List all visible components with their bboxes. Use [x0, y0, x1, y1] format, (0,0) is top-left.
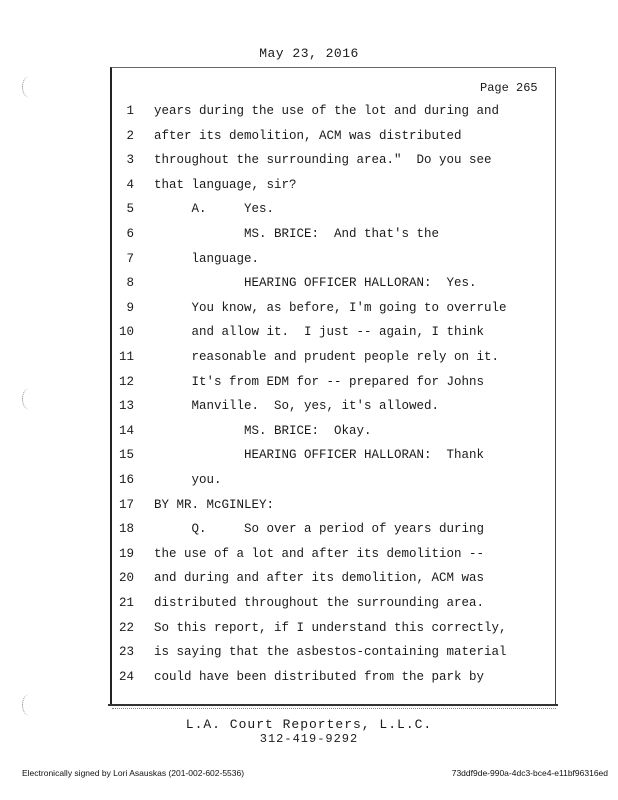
line-text: You know, as before, I'm going to overrule	[154, 300, 507, 315]
line-text: Manville. So, yes, it's allowed.	[154, 399, 440, 414]
transcript-line	[0, 276, 618, 296]
line-number: 1	[126, 104, 134, 118]
court-reporter-name: L.A. Court Reporters, L.L.C.	[185, 717, 433, 732]
transcript-line	[0, 547, 618, 567]
line-text: that language, sir?	[154, 177, 297, 192]
frame-bottom-rule-dotted	[112, 708, 556, 709]
line-text: It's from EDM for -- prepared for Johns	[154, 374, 485, 389]
transcript-line	[0, 571, 618, 591]
transcript-line	[0, 301, 618, 321]
transcript-line	[0, 424, 618, 444]
line-number: 13	[118, 399, 134, 414]
transcript-line	[0, 498, 618, 518]
line-text: Q. So over a period of years during	[154, 522, 485, 537]
transcript-line	[0, 252, 618, 272]
line-text: A. Yes.	[154, 202, 275, 217]
line-text: HEARING OFFICER HALLORAN: Yes.	[154, 276, 477, 291]
transcript-date: May 23, 2016	[259, 46, 359, 61]
line-text: reasonable and prudent people rely on it.	[154, 350, 500, 364]
court-reporter-phone: 312-419-9292	[259, 732, 359, 746]
line-number: 3	[126, 153, 134, 168]
punch-hole-mark	[22, 694, 37, 716]
line-number: 7	[126, 251, 134, 266]
transcript-line	[0, 104, 618, 124]
line-text: language.	[154, 251, 260, 266]
line-number: 14	[118, 423, 134, 438]
transcript-line	[0, 129, 618, 149]
line-number: 22	[118, 620, 134, 635]
line-number: 4	[126, 177, 134, 192]
line-number: 9	[126, 300, 134, 315]
line-number: 20	[118, 571, 134, 586]
transcript-line	[0, 596, 618, 616]
transcript-line	[0, 202, 618, 222]
transcript-line	[0, 178, 618, 198]
line-text: throughout the surrounding area." Do you see	[154, 153, 492, 168]
document-id: 73ddf9de-990a-4dc3-bce4-e11bf96316ed	[451, 768, 608, 778]
line-text: you.	[154, 473, 222, 487]
transcript-line	[0, 153, 618, 173]
line-text: So this report, if I understand this correctly,	[154, 620, 507, 635]
transcript-line	[0, 350, 618, 370]
line-number: 17	[118, 497, 134, 512]
punch-hole-mark	[22, 76, 37, 98]
line-number: 10	[118, 325, 134, 340]
line-number: 24	[118, 669, 134, 684]
line-text: MS. BRICE: And that's the	[154, 227, 440, 241]
frame-bottom-rule	[108, 704, 558, 706]
line-number: 11	[118, 350, 134, 364]
line-number: 5	[126, 202, 134, 217]
line-number: 19	[118, 546, 134, 561]
line-number: 15	[118, 448, 134, 463]
line-number: 16	[118, 473, 134, 487]
line-text: is saying that the asbestos-containing material	[154, 645, 507, 660]
transcript-line	[0, 621, 618, 641]
page-number: Page 265	[480, 81, 538, 95]
line-text: the use of a lot and after its demolition --	[154, 546, 485, 561]
transcript-line	[0, 448, 618, 468]
line-number: 12	[118, 374, 134, 389]
line-text: and allow it. I just -- again, I think	[154, 325, 485, 340]
transcript-line	[0, 670, 618, 690]
line-text: BY MR. McGINLEY:	[154, 497, 275, 512]
line-text: after its demolition, ACM was distributed	[154, 128, 462, 143]
line-text: MS. BRICE: Okay.	[154, 423, 372, 438]
line-text: years during the use of the lot and during and	[154, 104, 500, 118]
line-text: and during and after its demolition, ACM was	[154, 571, 485, 586]
transcript-line	[0, 375, 618, 395]
line-text: distributed throughout the surrounding area.	[154, 596, 485, 610]
line-number: 23	[118, 645, 134, 660]
electronic-signature-note: Electronically signed by Lori Asauskas (201-002-602-5536)	[22, 768, 245, 778]
transcript-line	[0, 645, 618, 665]
transcript-line	[0, 399, 618, 419]
line-number: 2	[126, 128, 134, 143]
transcript-line	[0, 522, 618, 542]
line-number: 8	[126, 276, 134, 291]
transcript-line	[0, 473, 618, 493]
line-text: could have been distributed from the park by	[154, 669, 485, 684]
transcript-line	[0, 325, 618, 345]
line-number: 6	[126, 227, 134, 241]
line-number: 21	[118, 596, 134, 610]
line-number: 18	[118, 522, 134, 537]
transcript-line	[0, 227, 618, 247]
line-text: HEARING OFFICER HALLORAN: Thank	[154, 448, 485, 463]
